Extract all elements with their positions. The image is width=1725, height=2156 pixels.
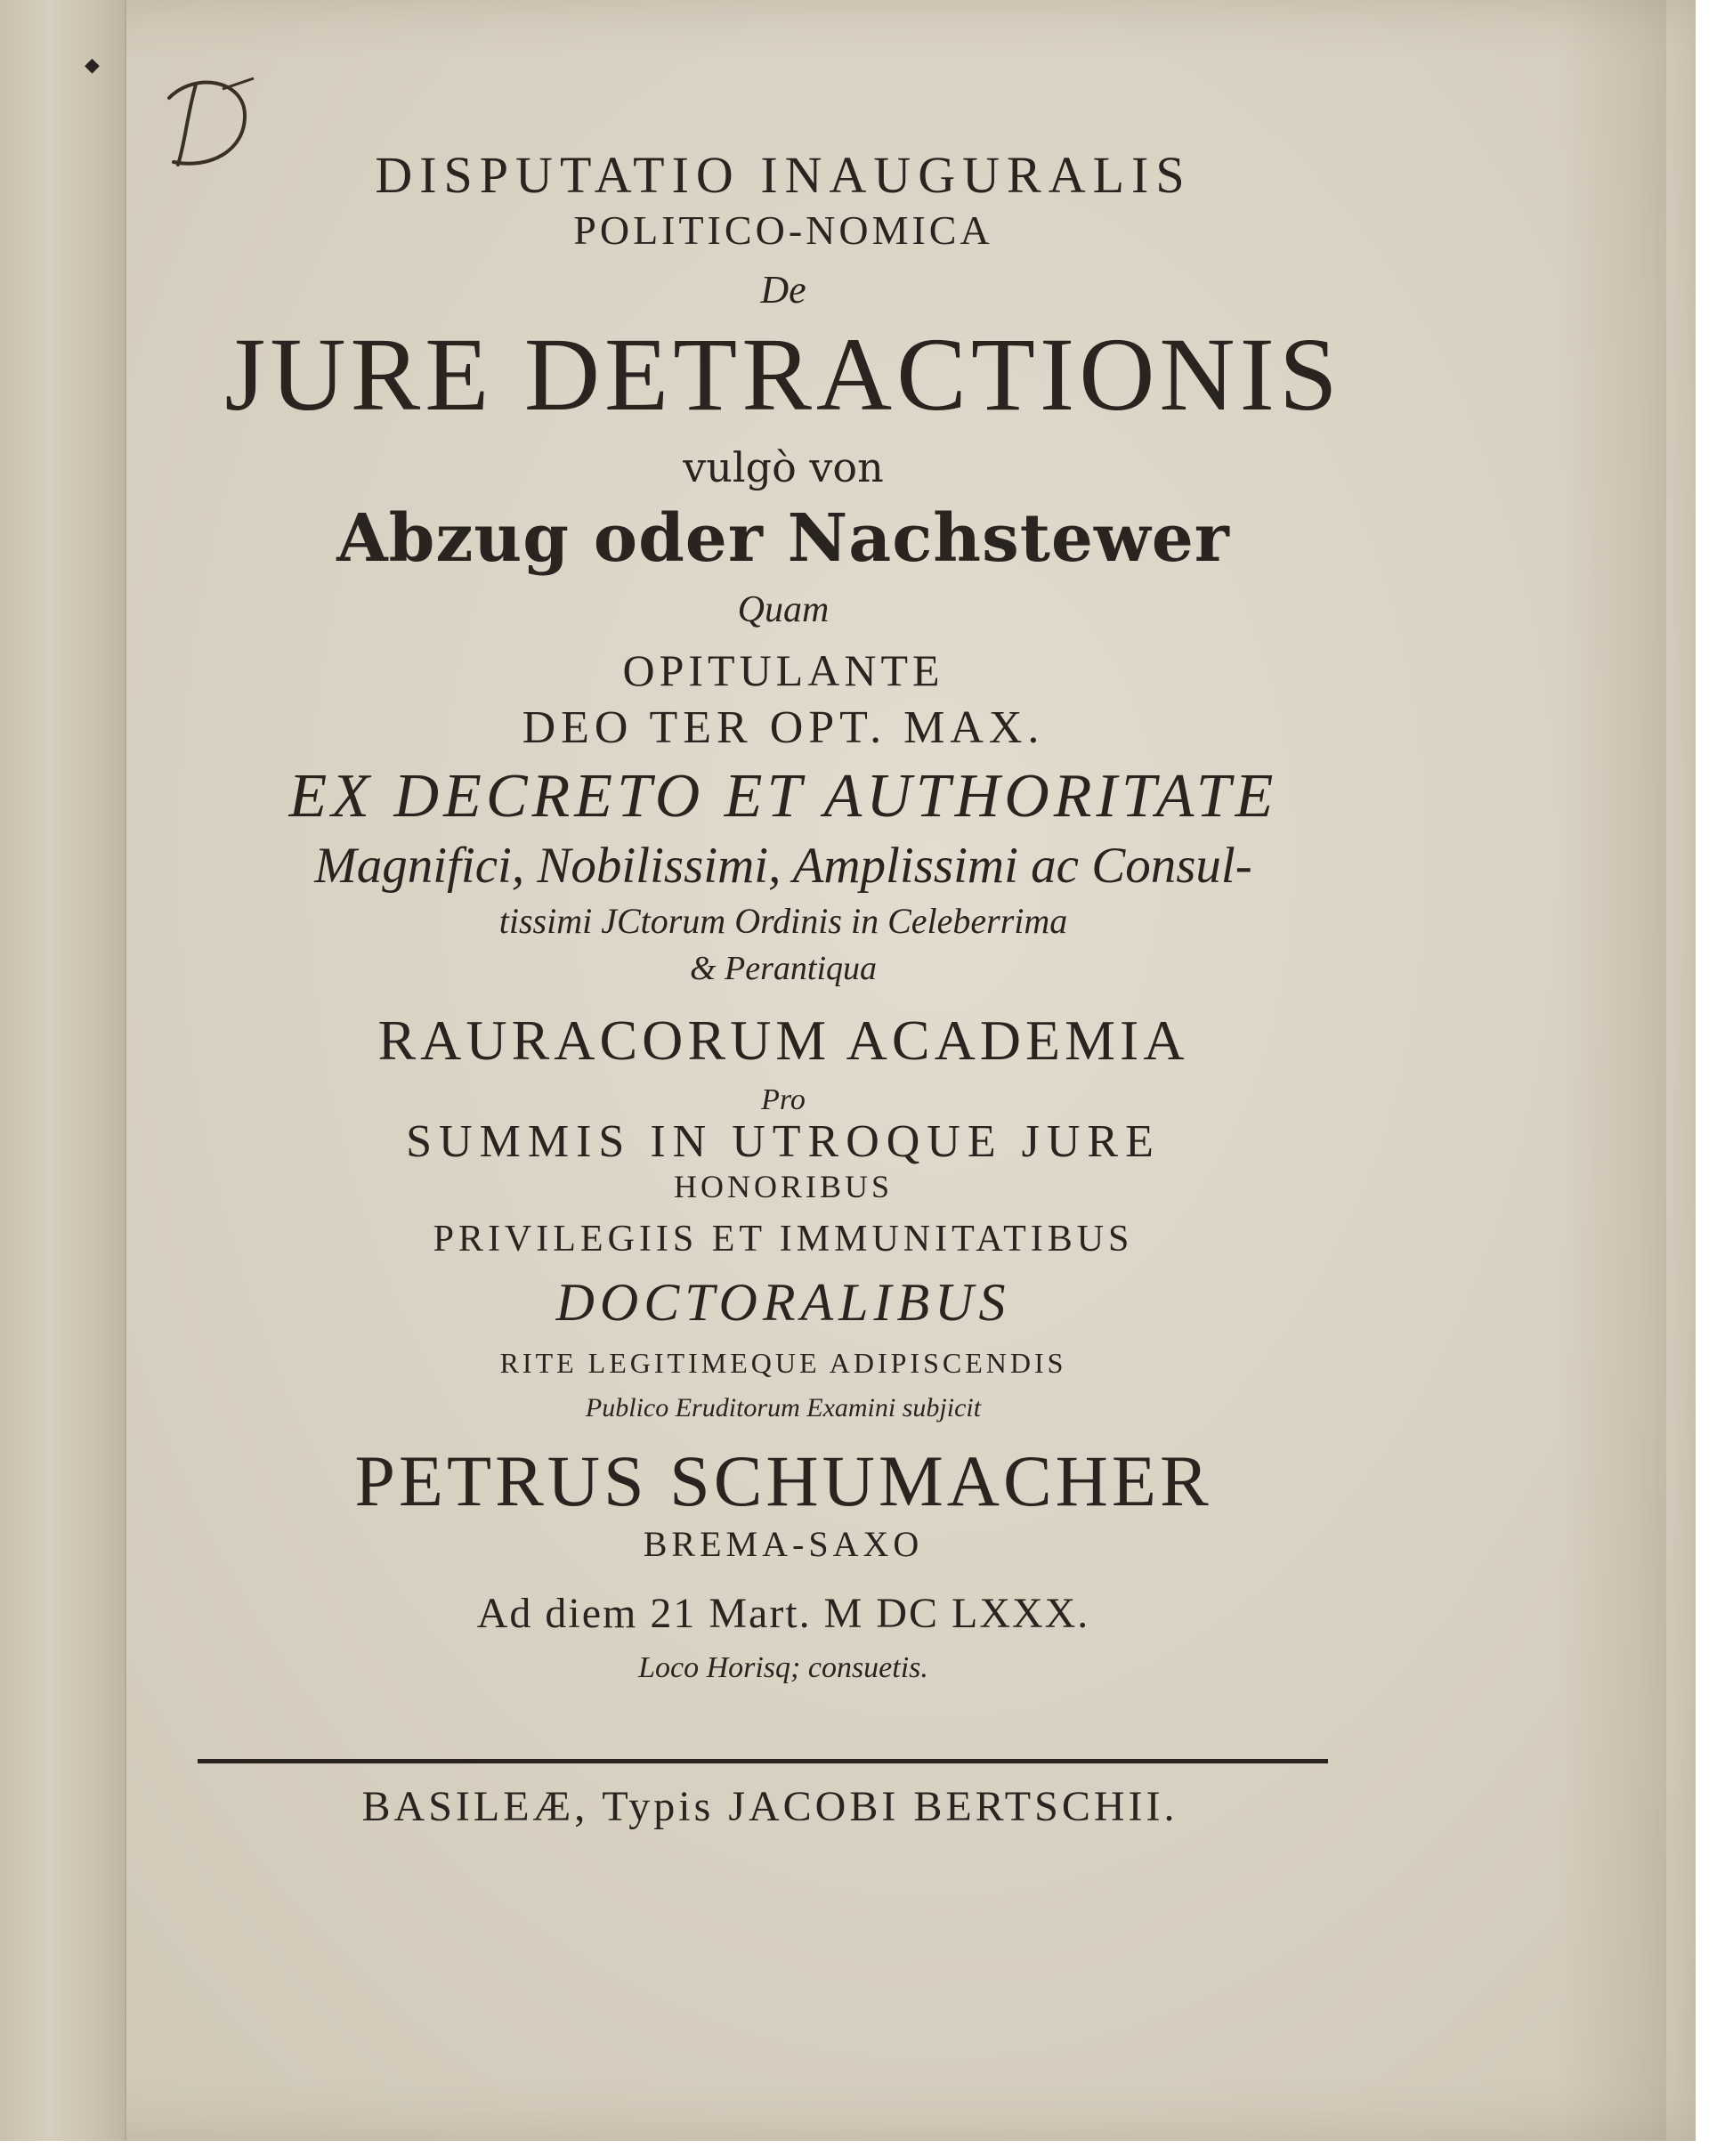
divider-rule	[198, 1759, 1328, 1763]
title-line-18: PRIVILEGIIS ET IMMUNITATIBUS	[433, 1219, 1134, 1260]
title-line-14: RAURACORUM ACADEMIA	[377, 1009, 1189, 1072]
title-line-9: DEO TER OPT. MAX.	[522, 702, 1045, 753]
title-line-7: Quam	[737, 589, 830, 630]
title-line-10: EX DECRETO ET AUTHORITATE	[288, 762, 1278, 831]
title-line-11: Magnifici, Nobilissimi, Amplissimi ac Consul-	[314, 838, 1252, 894]
title-line-3: De	[760, 268, 806, 312]
title-line-1: DISPUTATIO INAUGURALIS	[375, 146, 1192, 204]
title-line-8: OPITULANTE	[622, 645, 944, 695]
title-line-21: Publico Eruditorum Examini subjicit	[585, 1393, 982, 1422]
place-line: Loco Horisq; consuetis.	[638, 1651, 928, 1684]
title-line-17: HONORIBUS	[673, 1169, 894, 1204]
title-line-5: vulgò von	[683, 443, 884, 491]
binding-spine	[0, 0, 126, 2141]
title-line-12: tissimi JCtorum Ordinis in Celeberrima	[498, 901, 1068, 941]
title-line-20: RITE LEGITIMEQUE ADIPISCENDIS	[499, 1347, 1067, 1379]
title-line-19: DOCTORALIBUS	[555, 1273, 1011, 1332]
title-line-16: SUMMIS IN UTROQUE JURE	[406, 1116, 1161, 1167]
date-line: Ad diem 21 Mart. M DC LXXX.	[476, 1590, 1090, 1637]
title-line-6: Abzug oder Nachstewer	[336, 500, 1230, 577]
title-line-15: Pro	[761, 1083, 806, 1116]
imprint: BASILEÆ, Typis JACOBI BERTSCHII.	[361, 1783, 1178, 1830]
author-name: PETRUS SCHUMACHER	[354, 1440, 1212, 1521]
page-edge-shadow	[1559, 0, 1666, 2141]
author-origin: BREMA-SAXO	[643, 1524, 924, 1564]
main-title: JURE DETRACTIONIS	[224, 316, 1342, 433]
title-text-block	[178, 142, 1389, 1683]
title-line-2: POLITICO-NOMICA	[573, 207, 993, 253]
title-line-13: & Perantiqua	[689, 950, 878, 987]
ink-dot: ◆	[85, 53, 100, 76]
